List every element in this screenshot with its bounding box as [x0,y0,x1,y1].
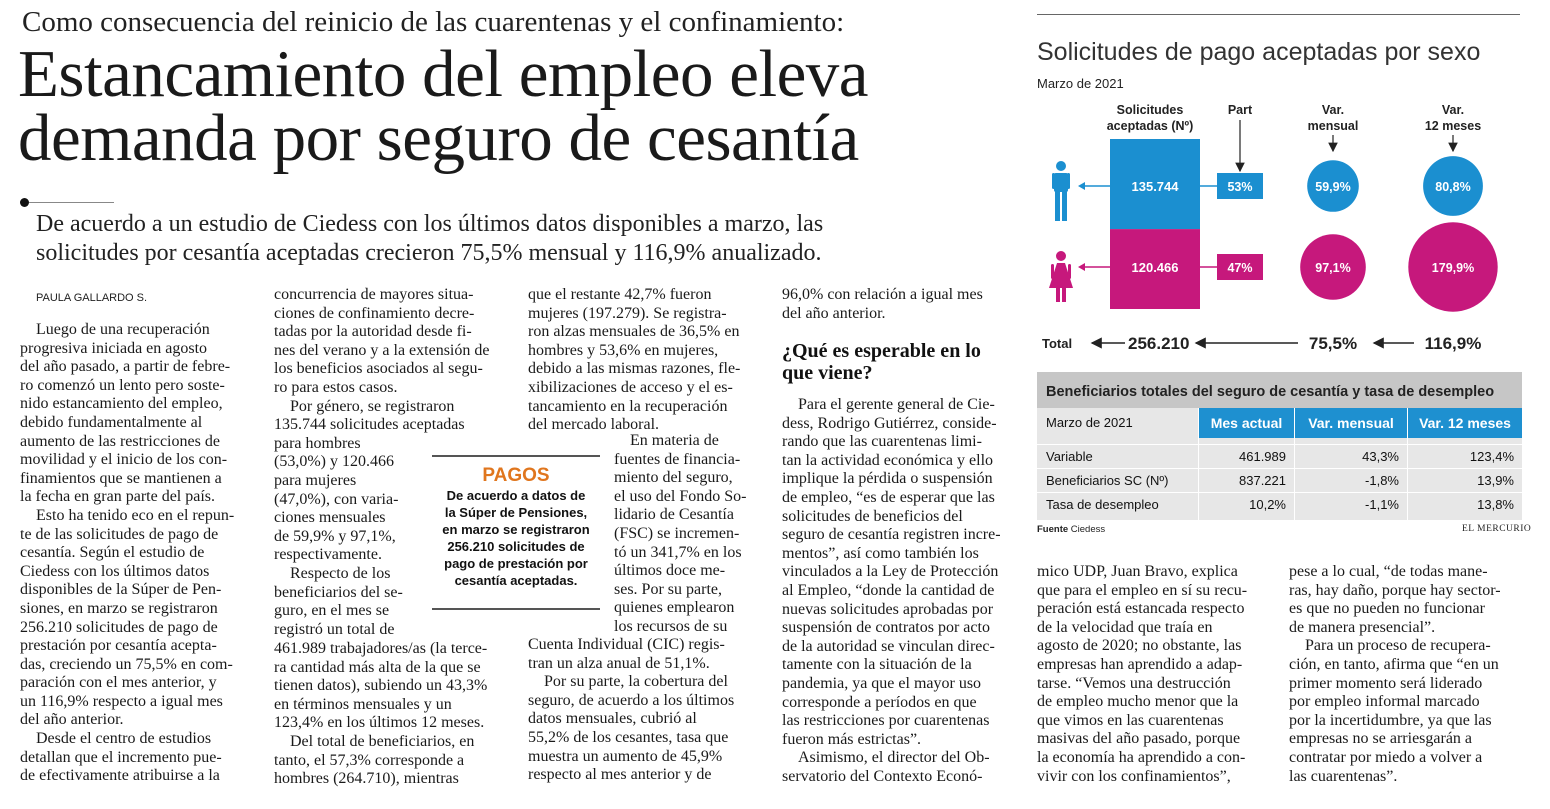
var-mensual-mujeres: 97,1% [1315,261,1351,275]
text-line: finamientos que se mantienen a [20,469,222,487]
text-line: mujeres (197.279). Se registra- [528,304,727,322]
text-line: tadas por la autoridad desde fi- [274,323,472,341]
text-line: suspensión de contratos por acto [782,619,990,637]
body-column-5 [1037,563,1273,786]
arrowhead-icon [1078,182,1085,190]
text-line: los recursos de su [614,617,728,635]
part-hombres: 53% [1227,180,1253,194]
text-line: datos mensuales, cubrió al [528,710,697,728]
lede [36,210,996,268]
text-line: que para el empleo en sí su recu- [1037,581,1248,599]
text-line: concurrencia de mayores situa- [274,286,474,303]
text-line: empresas no se arriesgarán a [1289,730,1473,748]
text-line: te de las solicitudes de pago de [20,525,219,543]
subhead-line: que viene? [782,362,873,384]
table-row [1037,493,1522,516]
arrowhead-icon [1078,263,1085,271]
cell: 461.989 [1239,449,1286,464]
text-line: pandemia, ya que el mayor uso [782,674,982,692]
total-value: 256.210 [1128,334,1190,353]
text-line: del mercado laboral. [528,416,660,434]
text-line: quienes emplearon [614,599,735,617]
text-line: de la autoridad se vinculan direc- [782,637,995,655]
text-line: seguro, de acuerdo a los últimos [528,691,735,709]
row-label: Beneficiarios SC (Nº) [1046,473,1169,488]
text-line: solicitudes de beneficios del [782,507,963,525]
pull-quote-line: la Súper de Pensiones, [444,505,588,520]
text-line: Para el gerente general de Cie- [782,396,995,413]
text-line: vinculados a la Ley de Protección [782,563,999,581]
cell: 13,9% [1477,473,1514,488]
text-line: de la velocidad que traía en [1037,618,1213,636]
cell: 123,4% [1469,449,1514,464]
header-var-12: Var. [1441,103,1465,117]
text-line: Respecto de los [274,564,391,582]
text-line: detallan que el incremento pue- [20,748,222,766]
text-line: (FSC) se incremen- [614,524,740,542]
text-line: de manera presencial”. [1289,618,1436,636]
text-line: Cuenta Individual (CIC) regis- [528,636,725,653]
body-column-3-cont [528,636,760,785]
text-line: en términos mensuales y un [274,695,452,713]
text-line: corresponde a períodos en que [782,693,977,711]
text-line: ras, hay daño, porque hay sector- [1289,581,1501,599]
brand-logo: EL MERCURIO [1462,524,1532,534]
text-line: de empleo mucho menor que la [1037,693,1239,711]
text-line: Asimismo, el director del Ob- [782,749,990,767]
text-line: tran un alza anual de 51,1%. [528,654,710,672]
text-line: tarse. “Vemos una destrucción [1037,674,1231,692]
pull-quote-line: pago de prestación por [444,556,588,571]
text-line: seguro de cesantía registren incre- [782,526,1001,544]
text-line: respectivamente. [274,546,382,564]
text-line: Del total de beneficiarios, en [274,732,475,750]
text-line: nuevas solicitudes aprobadas por [782,600,994,618]
text-line: Por su parte, la cobertura del [528,673,728,691]
text-line: los beneficios asociados al segu- [274,360,483,378]
part-mujeres: 47% [1227,261,1253,275]
text-line: disponibles de la Súper de Pen- [20,581,222,599]
text-line: implique la pérdida o suspensión [782,470,993,488]
text-line: hombres y 53,6% en mujeres, [528,341,719,359]
table-corner: Marzo de 2021 [1046,415,1133,430]
text-line: 461.989 trabajadores/as (la terce- [274,640,488,657]
header-solicitudes: Solicitudes [1116,103,1184,117]
text-line: el uso del Fondo So- [614,487,747,505]
infographic-title: Solicitudes de pago aceptadas por sexo [1037,38,1481,66]
table-title: Beneficiarios totales del seguro de cesantía y tasa de desempleo [1037,372,1522,408]
pull-quote [432,455,600,610]
cell: -1,8% [1365,473,1399,488]
text-line: del año anterior. [20,711,124,729]
value-hombres: 135.744 [1131,179,1179,194]
table-header-row [1037,408,1522,438]
text-line: Luego de una recuperación [20,321,210,338]
body-column-1 [20,321,252,786]
total-var-mensual: 75,5% [1308,334,1358,353]
text-line: 135.744 solicitudes aceptadas [274,416,465,434]
kicker: Como consecuencia del reinicio de las cuarentenas y el confinamiento: [22,6,845,38]
header-var-12: 12 meses [1424,119,1482,133]
text-line: paración con el mes anterior, y [20,674,217,692]
var-12-mujeres: 179,9% [1431,261,1475,275]
source-label: Fuente [1037,524,1069,535]
text-line: das, creciendo un 75,5% en com- [20,655,233,673]
infographic-rule [1037,14,1520,15]
text-line: que el restante 42,7% fueron [528,286,712,303]
text-line: de 59,9% y 97,1%, [274,527,396,545]
text-line: lidario de Cesantía [614,506,734,524]
text-line: para mujeres [274,471,357,489]
text-line: prestación por cesantía acepta- [20,637,217,655]
text-line: Para un proceso de recupera- [1289,637,1491,655]
text-line: dess, Rodrigo Gutiérrez, conside- [782,414,997,432]
body-column-4-cont [782,396,1018,786]
text-line: ción, en tanto, afirma que “en un [1289,655,1499,673]
cell: 43,3% [1362,449,1399,464]
lede-line: De acuerdo a un estudio de Ciedess con los últimos datos disponibles a marzo, las [36,211,824,237]
text-line: por empleo informal marcado [1289,693,1480,711]
cell: 13,8% [1477,497,1514,512]
text-line: cesantía. Según el estudio de [20,544,205,562]
text-line: rando que las cuarentenas limi- [782,433,982,451]
text-line: guro, en el mes se [274,602,390,620]
text-line: (53,0%) y 120.466 [274,453,394,471]
text-line: 123,4% en los últimos 12 meses. [274,714,485,732]
table-header: Var. mensual [1295,408,1407,438]
text-line: al Empleo, “donde la cantidad de [782,581,995,599]
text-line: Ciedess con los últimos datos [20,562,210,580]
text-line: contratar por miedo a volver a [1289,748,1483,766]
header-var-mensual: mensual [1307,119,1359,133]
headline-line: demanda por seguro de cesantía [18,101,859,175]
text-line: hombres (264.710), mientras [274,770,459,788]
text-line: nido estancamiento del empleo, [20,395,223,413]
text-line: ro para estos casos. [274,378,398,396]
text-line: ra cantidad más alta de la que se [274,658,481,676]
text-line: es que no pueden no funcionar [1289,600,1485,618]
table-header: Mes actual [1199,408,1294,438]
text-line: 55,2% de los cesantes, tasa que [528,728,729,746]
pull-quote-line: en marzo se registraron [442,522,590,537]
text-line: respecto al mes anterior y de [528,766,712,784]
text-line: ciones mensuales [274,509,386,527]
text-line: pese a lo cual, “de todas mane- [1289,563,1488,580]
cell: 10,2% [1249,497,1286,512]
woman-icon [1049,251,1073,302]
beneficiarios-table [1037,372,1522,520]
text-line: (47,0%), con varia- [274,490,399,508]
text-line: de empleo, “es de esperar que las [782,488,995,506]
text-line: tancamiento en la recuperación [528,397,728,415]
text-line: las cuarentenas”. [1289,767,1398,785]
man-icon [1052,161,1070,221]
text-line: peración está estancada respecto [1037,600,1245,618]
text-line: 96,0% con relación a igual mes [782,286,983,303]
text-line: tan la actividad económica y ello [782,451,994,469]
header-var-mensual: Var. [1321,103,1345,117]
text-line: siones, en marzo se registraron [20,599,218,617]
headline [18,37,869,175]
text-line: agosto de 2020; no obstante, las [1037,637,1242,655]
pull-quote-line: cesantía aceptadas. [454,573,578,588]
text-line: empresas han aprendido a adap- [1037,655,1243,673]
text-line: del año pasado, a partir de febre- [20,358,231,376]
text-line: fueron más estrictas”. [782,730,922,748]
text-line: mentos”, así como también los [782,544,979,562]
source-note [1037,524,1105,535]
text-line: últimos doce me- [614,562,726,580]
text-line: aumento de las restricciones de [20,432,220,450]
text-line: vivir con los confinamientos”, [1037,767,1231,785]
text-line: ciones de confinamiento decre- [274,304,475,322]
text-line: primer momento será liderado [1289,674,1483,692]
byline: PAULA GALLARDO S. [36,292,148,304]
cell: -1,1% [1365,497,1399,512]
text-line: para hombres [274,434,361,452]
text-line: miento del seguro, [614,469,733,487]
text-line: tienen datos), subiendo un 43,3% [274,677,488,695]
body-column-6 [1289,563,1525,786]
infographic-subtitle: Marzo de 2021 [1037,76,1124,91]
infographic-chart [1030,95,1530,365]
row-label: Variable [1046,449,1093,464]
body-column-2-cont [274,640,506,789]
text-line: ses. Por su parte, [614,580,722,598]
pull-quote-line: De acuerdo a datos de [446,488,586,503]
text-line: del año anterior. [782,304,886,322]
text-line: beneficiarios del se- [274,583,403,601]
pull-quote-line: 256.210 solicitudes de [447,539,585,554]
text-line: ron alzas mensuales de 36,5% en [528,323,740,341]
text-line: registró un total de [274,620,395,638]
value-mujeres: 120.466 [1131,260,1179,275]
row-label: Tasa de desempleo [1046,497,1159,512]
divider [29,202,114,203]
text-line: de efectivamente atribuirse a la [20,767,220,785]
body-column-3-wrap [614,432,762,637]
header-part: Part [1227,103,1253,117]
text-line: movilidad y el inicio de los con- [20,451,228,469]
subhead-line: ¿Qué es esperable en lo [782,340,981,362]
text-line: tanto, el 57,3% corresponde a [274,751,465,769]
text-line: tamente con la situación de la [782,656,972,674]
text-line: ro comenzó un lento pero soste- [20,376,225,394]
pull-quote-title: PAGOS [482,465,550,486]
text-line: progresiva iniciada en agosto [20,339,208,357]
cell: 837.221 [1239,473,1286,488]
text-line: la economía ha aprendido a con- [1037,748,1246,766]
text-line: Por género, se registraron [274,397,455,415]
text-line: un 116,9% respecto a igual mes [20,692,223,710]
headline-line: Estancamiento del empleo eleva [18,37,869,111]
text-line: muestra un aumento de 45,9% [528,747,723,765]
bullet-dot [20,198,29,207]
text-line: masivas del año pasado, porque [1037,730,1241,748]
subhead [782,340,981,384]
text-line: que vimos en las cuarentenas [1037,711,1224,729]
text-line: mico UDP, Juan Bravo, explica [1037,563,1238,580]
text-line: las restricciones por cuarentenas [782,712,990,730]
total-var-12: 116,9% [1424,334,1482,353]
text-line: tó un 341,7% en los [614,543,742,561]
body-column-4 [782,286,1018,323]
table-row [1037,469,1522,492]
text-line: servatorio del Contexto Econó- [782,767,983,785]
source-value: Ciedess [1070,524,1106,535]
text-line: fuentes de financia- [614,450,741,468]
text-line: 256.210 solicitudes de pago de [20,618,218,636]
text-line: xibilizaciones de acceso y el es- [528,378,733,396]
text-line: por la incertidumbre, ya que las [1289,711,1492,729]
table-row [1037,445,1522,468]
table-header: Var. 12 meses [1408,408,1522,438]
var-12-hombres: 80,8% [1435,180,1471,194]
var-mensual-hombres: 59,9% [1315,180,1351,194]
header-solicitudes: aceptadas (Nº) [1106,119,1194,133]
text-line: nes del verano y a la extensión de [274,341,490,359]
text-line: En materia de [614,432,719,449]
text-line: debido fundamentalmente al [20,413,203,431]
body-column-3 [528,286,760,435]
total-label: Total [1042,336,1073,351]
text-line: Esto ha tenido eco en el repun- [20,506,235,524]
lede-line: solicitudes por cesantía aceptadas crecieron 75,5% mensual y 116,9% anualizado. [36,240,822,266]
text-line: debido a las mismas razones, fle- [528,360,741,378]
text-line: Desde el centro de estudios [20,730,212,748]
text-line: la fecha en gran parte del país. [20,488,216,506]
